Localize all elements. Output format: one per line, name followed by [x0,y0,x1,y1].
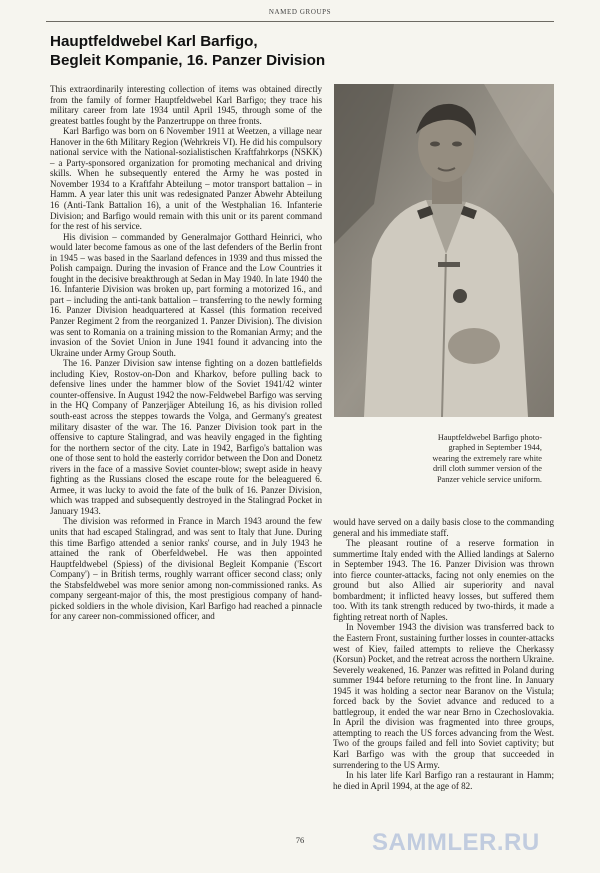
caption-line: Hauptfeldwebel Barfigo photo- [437,433,542,442]
left-text-column [50,84,322,622]
caption-line: graphed in September 1944, [448,443,542,453]
body-paragraph: His division – commanded by Generalmajor Gotthard Heinrici, who would later become famous as one of the last defenders of the Berlin front in 1945 – was based in the Saarland defences in 1939 and thus missed the Polish campaign. During the invasion of France and the Low Countries it fought in the decisive breakthrough at Sedan in May 1940. In late 1940 the 16. Infanterie Division was broken up, part forming a motorized 16., and part – including the anti-tank battalion – transferring to the newly forming 16. Panzer Division headquartered at Kassel (this formation received Panzer Regiment 2 from the reorganized 1. Panzer Division). The division was sent to Romania on a training mission to the Romanian Army; and the invasion of the Soviet Union in June 1941 found it advancing into the Ukraine under Army Group South. [50,231,322,358]
body-paragraph: In his later life Karl Barfigo ran a restaurant in Hamm; he died in April 1994, at the age of 82. [333,770,554,791]
body-paragraph: In November 1943 the division was transferred back to the Eastern Front, sustaining further losses in counter-attacks west of Kiev, failed attempts to relieve the Cherkassy (Korsun) Pocket, and the retreat across the northern Ukraine. Severely weakened, 16. Panzer was refitted in Poland during summer 1944 before returning to the front line. In January 1945 it was holding a sector near Baranov on the Vistula; forced back by the Soviet advance and reduced to a battlegroup, it ended the war near Brno in Czechoslovakia. In April the division was fragmented into three groups, attempting to reach the US forces advancing from the West. Two of the groups failed and fell into Soviet captivity; but Karl Barfigo was with the group that succeeded in surrendering to the US Army. [333,622,554,770]
body-paragraph: The division was reformed in France in March 1943 around the few units that had escaped Stalingrad, and was sent to Italy that June. During this time Barfigo attended a senior ranks' course, and in July 1943 he attained the rank of Oberfeldwebel. He was then appointed Hauptfeldwebel (Spiess) of the divisional Begleit Kompanie ('Escort Company') – in British terms, roughly warrant officer second class; only the Stabsfeldwebel was more senior among non-commissioned ranks. As company sergeant-major of this, the most prestigious company of hand-picked soldiers in the whole division, Karl Barfigo had reached a pinnacle for any career non-commissioned officer, and [50,516,322,622]
photo-caption [334,433,542,485]
body-paragraph: The 16. Panzer Division saw intense fighting on a dozen battlefields including Kiev, Rostov-on-Don and Kharkov, before pulling back to defensive lines under the hammer blow of the Soviet 1941/42 winter counter-offensive. In August 1942 the now-Feldwebel Barfigo was serving in the HQ Company of Panzerjäger Abteilung 16, as his division rolled south-east across the steppes towards the Volga, and Germany's greatest military disaster of the war. The 16. Panzer Division took part in the offensive to capture Stalingrad, and was heavily engaged in the fighting for the northern sector of the city. Late in 1942, Barfigo's battalion was one of those sent to hold the easterly corridor between the Don and Donetz rivers in the face of a massive Soviet counter-blow; swept aside in heavy fighting as the Russians closed the escape route for the beleaguered 6. Armee, it was lucky to avoid the fate of the bulk of 16. Panzer Division, which was trapped and subsequently destroyed in the Stalingrad Pocket in January 1943. [50,358,322,516]
page-number: 76 [295,835,305,845]
running-head: NAMED GROUPS [268,8,332,16]
right-text-column [333,517,554,791]
header-rule [46,21,554,22]
caption-line: drill cloth summer version of the [433,464,542,474]
body-paragraph: Karl Barfigo was born on 6 November 1911 at Weetzen, a village near Hanover in the 6th Military Region (Wehrkreis VI). He did his compulsory national service with the National-sozialistischen Kraftfahrkorps (NSKK) – a Party-sponsored organization for promoting mechanical and driving skills. When he subsequently entered the Army he was posted in November 1934 to a Kraftfahr Abteilung – motor transport battalion – in Hamm. A year later this unit was redesignated Panzer Abwehr Abteilung 16 (Anti-Tank Battalion 16), a unit of the Westphalian 16. Infanterie Division; and Barfigo would remain with this unit or its parent command for the rest of his service. [50,126,322,232]
body-paragraph: This extraordinarily interesting collection of items was obtained directly from the family of former Hauptfeldwebel Karl Barfigo; they trace his military career from late 1934 until April 1945, through some of the greatest battles fought by the Panzertruppe on three fronts. [50,84,322,126]
article-title [50,32,550,70]
body-paragraph: The pleasant routine of a reserve formation in summertime Italy ended with the Allied landings at Salerno in September 1943. The 16. Panzer Division was thrown into fierce counter-attacks, facing not only enemies on the ground but also Allied air superiority and naval bombardment; it inflicted heavy losses, but suffered them too. With its tank strength reduced by two-thirds, it made a fighting retreat north of Naples. [333,538,554,622]
article-title-line-1: Hauptfeldwebel Karl Barfigo, [50,33,258,50]
caption-line: Panzer vehicle service uniform. [436,474,542,484]
portrait-photo-image [334,84,554,417]
site-watermark: SAMMLER.RU [372,829,540,856]
portrait-photo [334,84,554,417]
body-paragraph: would have served on a daily basis close to the commanding general and his immediate staff. [333,517,554,538]
article-title-line-2: Begleit Kompanie, 16. Panzer Division [50,52,326,69]
caption-line: wearing the extremely rare white [432,453,542,463]
